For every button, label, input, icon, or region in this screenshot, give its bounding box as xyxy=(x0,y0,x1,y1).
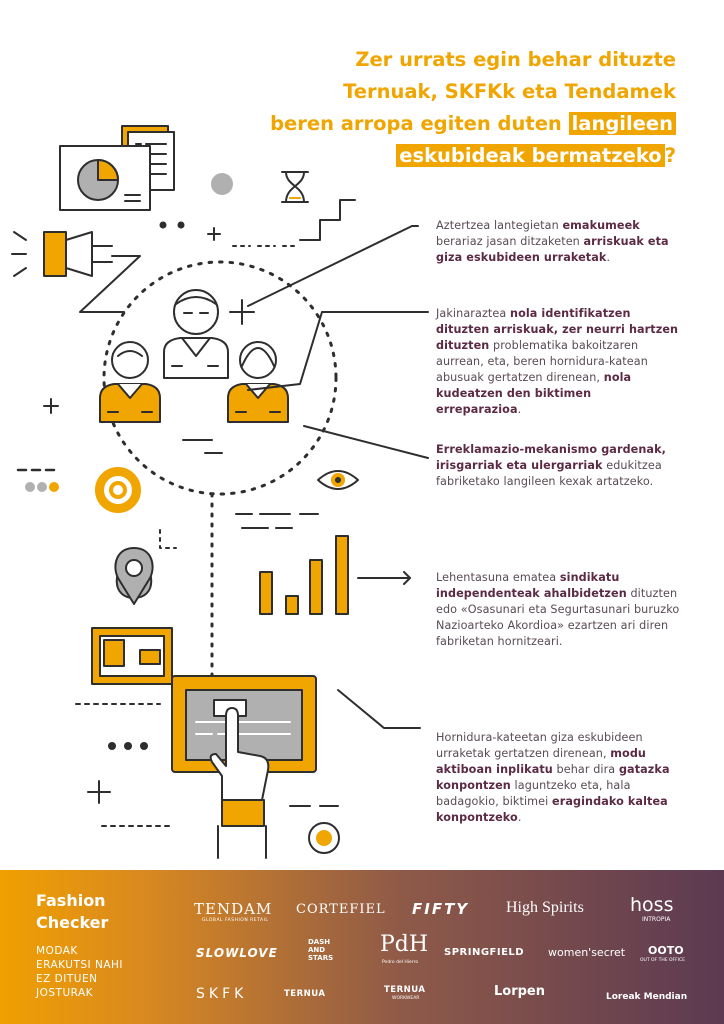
text-segment: nola kudeatzen den biktimen erreparazioa xyxy=(436,371,632,416)
point-2 xyxy=(436,306,680,418)
logo-ternua-workwear: TERNUA xyxy=(384,985,426,995)
logo-loreak-mendian: Loreak Mendian xyxy=(606,992,688,1002)
logo-ooto-sub: OUT OF THE OFFICE xyxy=(640,958,686,963)
pie-board-icon xyxy=(60,146,150,210)
title-question-mark: ? xyxy=(664,144,676,167)
logo-slowlove: SLOWLOVE xyxy=(196,946,278,960)
person-right-icon xyxy=(228,342,288,422)
grey-dot-icon xyxy=(211,173,233,195)
logo-womensecret: women'secret xyxy=(548,946,626,959)
location-pin-icon xyxy=(92,548,172,684)
logo-ternua: TERNUA xyxy=(284,989,326,999)
text-segment: edukitzea fabriketako langileen kexak artatzeko. xyxy=(436,459,662,488)
text-segment: Aztertzea lantegietan xyxy=(436,219,563,232)
logo-hoss-sub: INTROPIA xyxy=(642,916,671,923)
bar-chart-icon xyxy=(260,536,348,614)
title-line-1: Zer urrats egin behar dituzte xyxy=(355,48,676,71)
text-segment: emakumeek xyxy=(562,219,640,232)
text-segment: nola identifikatzen dituzten arriskuak, zer neurri hartzen dituzten xyxy=(436,307,679,352)
text-segment: sindikatu independenteak ahalbidetzen xyxy=(436,571,627,600)
title-highlight-2: eskubideak bermatzeko xyxy=(396,144,664,167)
logo-dash-and-stars: DASH AND STARS xyxy=(308,938,334,962)
logo-skfk: SKFK xyxy=(196,986,248,1002)
footer-banner xyxy=(0,870,724,1024)
logo-tendam-sub: GLOBAL FASHION RETAIL xyxy=(202,918,269,923)
person-center-icon xyxy=(164,290,228,378)
text-segment: modu aktiboan inplikatu xyxy=(436,747,646,776)
logo-pdh: PdH xyxy=(380,932,429,957)
text-segment: eragindako kaltea konpontzeko xyxy=(436,795,668,824)
point-4 xyxy=(436,570,680,650)
megaphone-icon xyxy=(12,232,112,276)
text-segment: Hornidura-kateetan giza eskubideen urraketak gertatzen direnean, xyxy=(436,731,643,760)
logo-ooto: OOTO xyxy=(648,944,684,957)
text-segment: laguntzeko eta, hala badagokio, biktimei xyxy=(436,779,631,808)
text-segment: problematika bakoitzaren aurrean, eta, beren hornidura-katean abusuak gertatzen direnean, xyxy=(436,339,648,384)
fashion-checker-tagline: MODAK ERAKUTSI NAHI EZ DITUEN JOSTURAK xyxy=(36,945,124,999)
tablet-touch-icon xyxy=(172,676,316,858)
point-3 xyxy=(436,442,680,490)
gear-icon xyxy=(96,468,140,512)
point-1 xyxy=(436,218,680,266)
text-segment: arriskuak eta giza eskubideen urraketak xyxy=(436,235,669,264)
title-line-3: beren arropa egiten duten xyxy=(270,112,569,135)
logo-high-spirits: High Spirits xyxy=(506,899,584,916)
logo-hoss: hoss xyxy=(630,894,674,916)
person-left-icon xyxy=(100,342,160,422)
text-segment: . xyxy=(606,251,611,264)
logo-tendam: TENDAM xyxy=(194,900,273,918)
logo-pdh-sub: Pedro del Hierro xyxy=(382,960,419,965)
text-segment: dituzten edo «Osasunari eta Segurtasunari buruzko Nazioarteko Akordioa» ezartzen ari diren fabriketan hornitzeari. xyxy=(436,587,680,648)
text-segment: gatazka konpontzen xyxy=(436,763,670,792)
logo-lorpen: Lorpen xyxy=(494,984,546,999)
logo-ternua-workwear-sub: WORKWEAR xyxy=(392,996,420,1001)
text-segment: . xyxy=(517,403,522,416)
text-segment: behar dira xyxy=(552,763,619,776)
eye-icon xyxy=(318,471,358,489)
logo-springfield: SPRINGFIELD xyxy=(444,947,525,958)
text-segment: Lehentasuna ematea xyxy=(436,571,560,584)
point-5 xyxy=(436,730,680,826)
logo-cortefiel: CORTEFIEL xyxy=(296,902,386,917)
text-segment: Jakinaraztea xyxy=(436,307,510,320)
text-segment: berariaz jasan ditzaketen xyxy=(436,235,584,248)
hourglass-icon xyxy=(282,172,308,202)
text-segment: . xyxy=(517,811,522,824)
title-line-2: Ternuak, SKFKk eta Tendamek xyxy=(343,80,676,103)
text-segment: Erreklamazio-mekanismo gardenak, irisgarriak eta ulergarriak xyxy=(436,443,666,472)
stairs-icon xyxy=(300,200,355,240)
title-highlight-1: langileen xyxy=(569,112,676,135)
fashion-checker-logo: Fashion Checker xyxy=(36,891,109,932)
logo-fifty: FIFTY xyxy=(412,900,470,918)
